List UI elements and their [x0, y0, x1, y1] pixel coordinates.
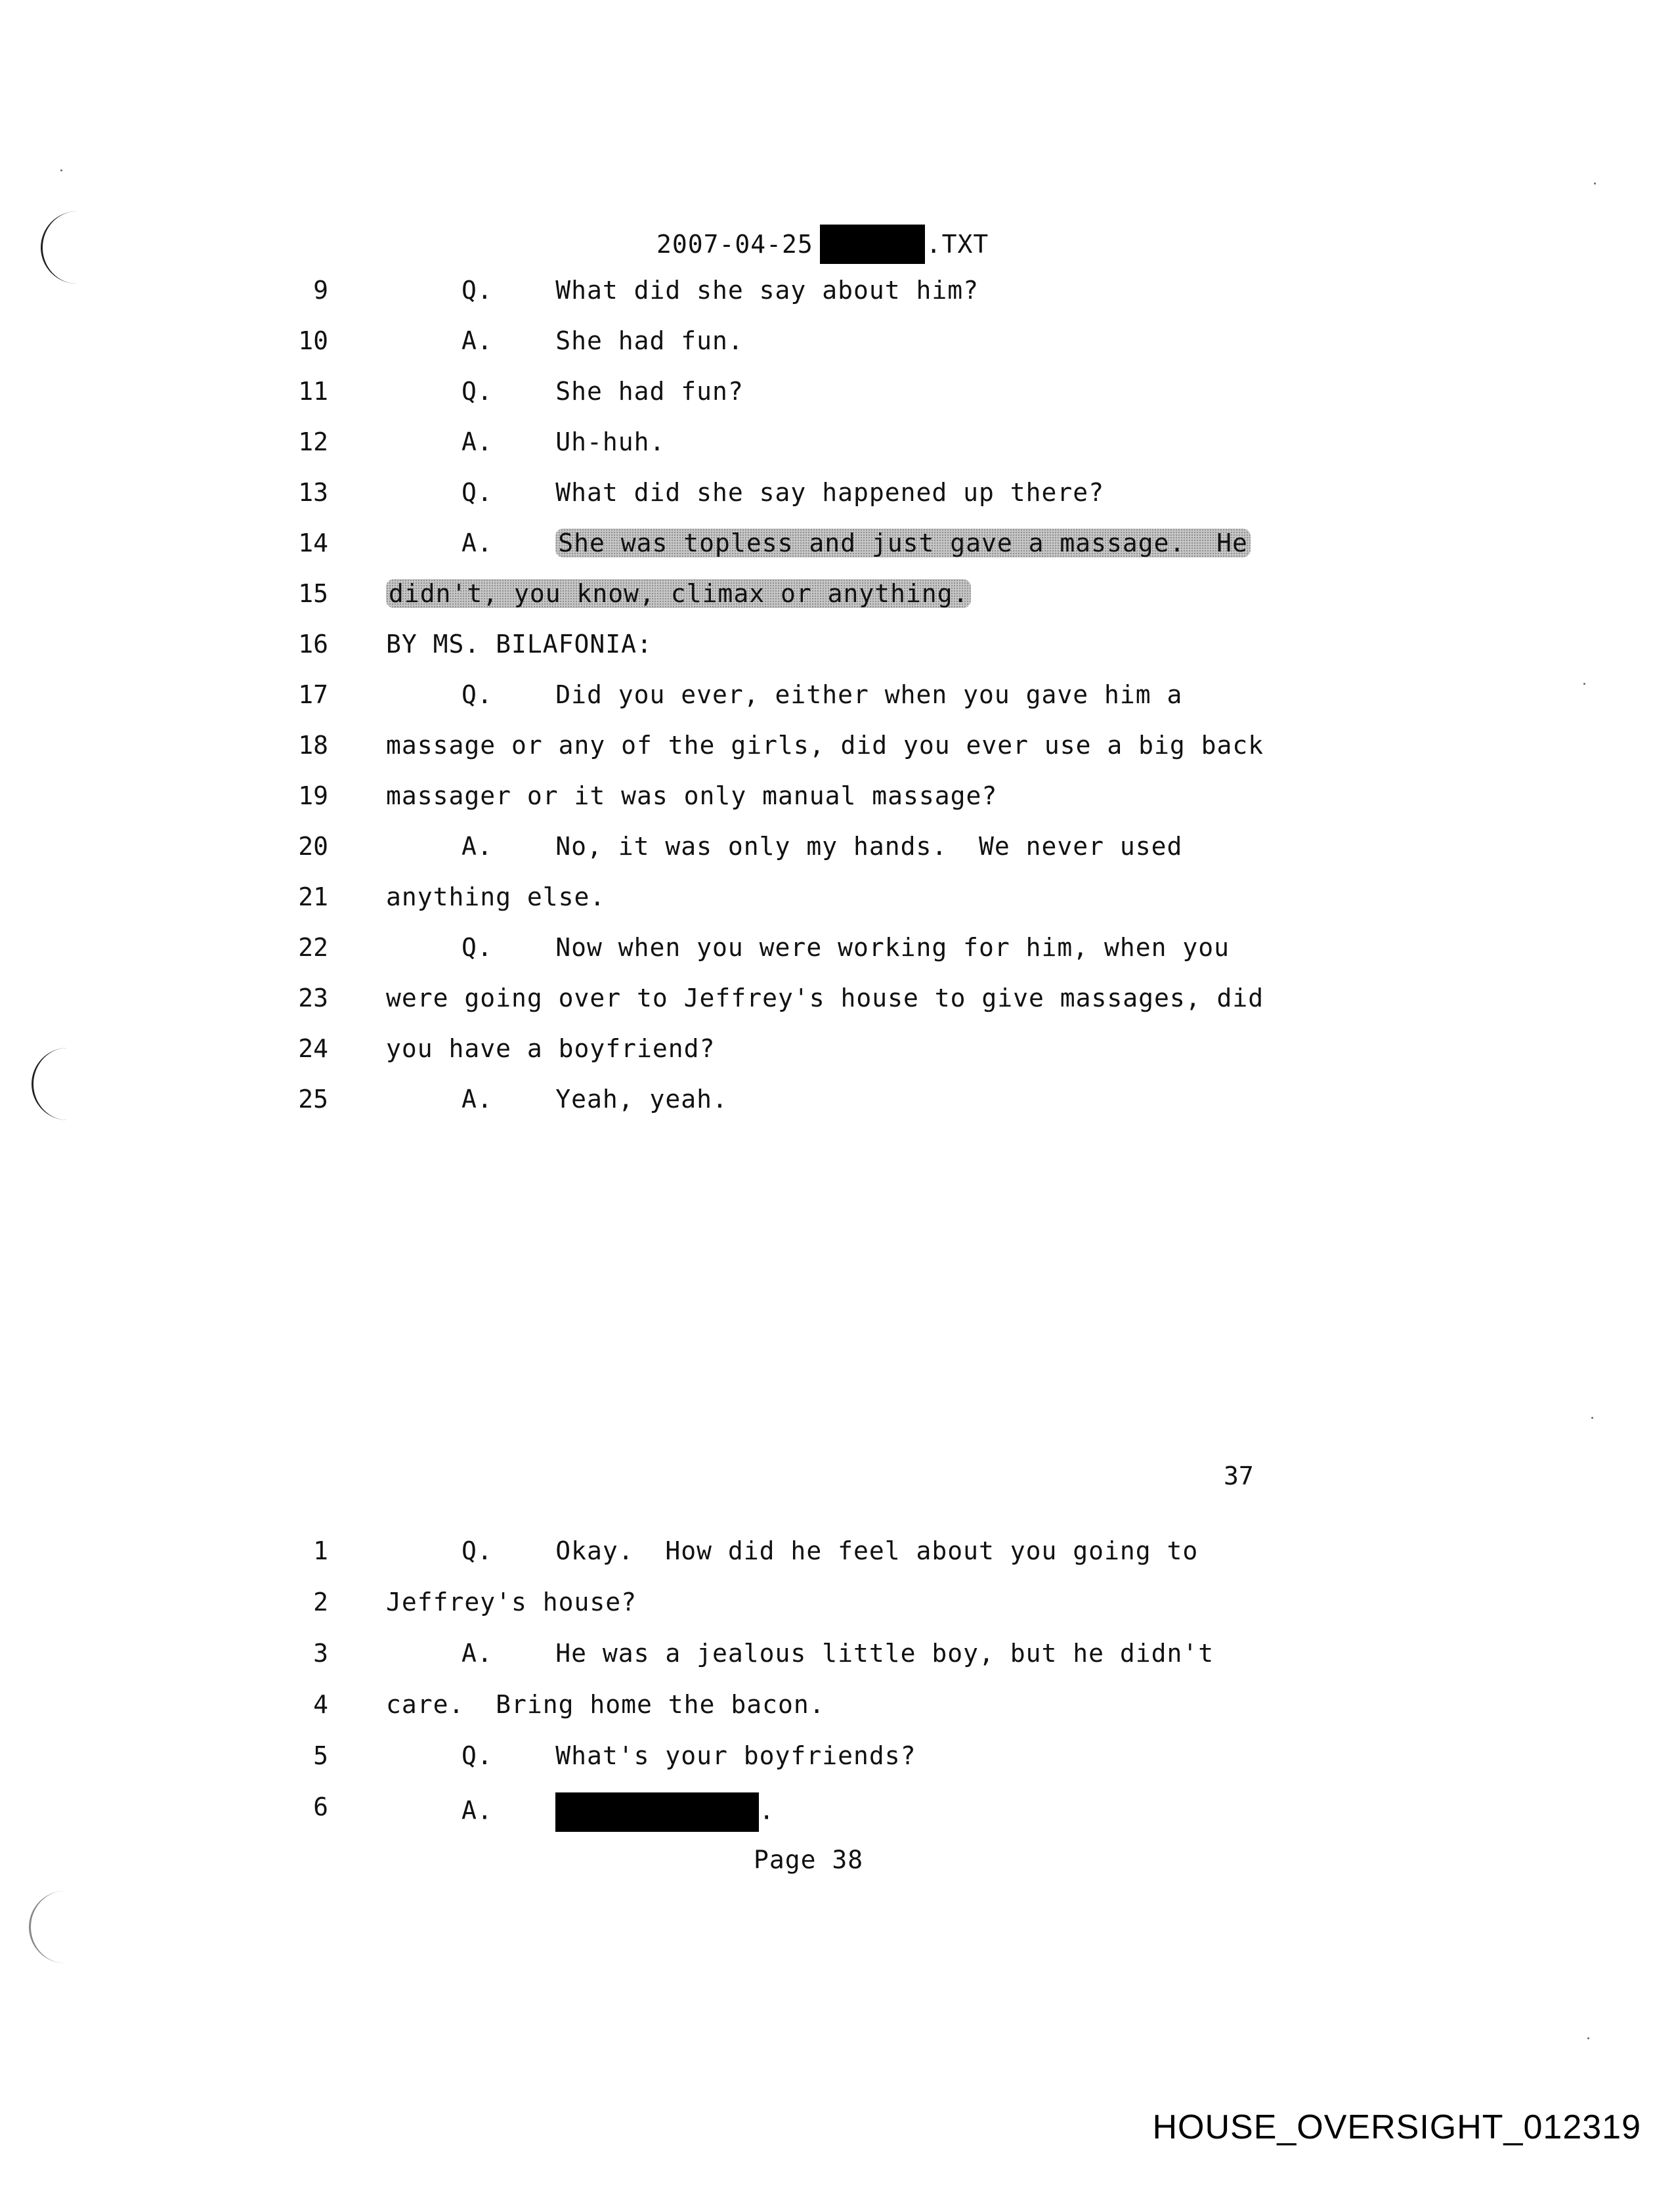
punch-hole-arc	[41, 211, 89, 284]
line-text-content: BY MS. BILAFONIA:	[386, 630, 653, 659]
line-number: 17	[298, 680, 328, 709]
line-text-content: A. He was a jealous little boy, but he didn't	[461, 1639, 1214, 1668]
line-text-content: massager or it was only manual massage?	[386, 781, 998, 810]
line-text	[386, 579, 971, 608]
line-text	[461, 1792, 775, 1832]
line-text	[461, 832, 1182, 861]
scan-speck	[1591, 1417, 1593, 1419]
line-text-content: Q. Now when you were working for him, when you	[461, 933, 1230, 962]
line-text-content: Jeffrey's house?	[386, 1588, 637, 1616]
line-number: 23	[298, 984, 328, 1012]
line-text-content: A. Uh-huh.	[461, 427, 666, 456]
line-text	[386, 984, 1264, 1012]
line-number: 16	[298, 630, 328, 659]
line-number: 3	[313, 1639, 328, 1668]
line-text	[461, 1639, 1214, 1668]
line-trailing-text: .	[759, 1796, 775, 1825]
redaction-block	[555, 1792, 759, 1832]
line-number: 13	[298, 478, 328, 507]
line-text	[386, 781, 997, 810]
line-text-content: A. She had fun.	[461, 326, 744, 355]
line-text-content: Q. Okay. How did he feel about you going to	[461, 1536, 1199, 1565]
line-text	[461, 529, 1251, 557]
page-number: 37	[1224, 1462, 1254, 1490]
highlighted-text: She was topless and just gave a massage. He	[555, 529, 1251, 557]
line-number: 10	[298, 326, 328, 355]
line-text	[461, 276, 979, 305]
bates-stamp: HOUSE_OVERSIGHT_012319	[1152, 2108, 1641, 2146]
line-number: 20	[298, 832, 328, 861]
line-number: 9	[313, 276, 328, 305]
line-number: 2	[313, 1588, 328, 1616]
file-header	[656, 225, 989, 264]
line-number: 11	[298, 377, 328, 406]
line-text-content: A. No, it was only my hands. We never used	[461, 832, 1183, 861]
scan-speck	[60, 169, 62, 171]
scan-speck	[1594, 183, 1596, 184]
line-text	[386, 882, 605, 911]
line-text-content: anything else.	[386, 882, 606, 911]
line-text-content: Q. What did she say about him?	[461, 276, 979, 305]
scan-speck	[1587, 2037, 1589, 2039]
line-number: 15	[298, 579, 328, 608]
line-text-content: Q. What's your boyfriends?	[461, 1741, 916, 1770]
highlighted-text: didn't, you know, climax or anything.	[386, 579, 971, 608]
line-speaker-prefix: A.	[461, 529, 556, 557]
punch-hole-arc	[32, 1048, 79, 1120]
redaction-block	[820, 225, 925, 264]
header-date: 2007-04-25	[656, 230, 813, 259]
scan-speck	[1583, 683, 1585, 685]
line-text	[386, 1690, 825, 1719]
header-extension: .TXT	[926, 230, 989, 259]
line-text-content: care. Bring home the bacon.	[386, 1690, 825, 1719]
line-number: 1	[313, 1536, 328, 1565]
page-footer	[754, 1844, 863, 1875]
line-text	[461, 478, 1104, 507]
line-text	[461, 1085, 728, 1114]
line-text-content: A.	[461, 1796, 556, 1825]
line-number: 24	[298, 1034, 328, 1063]
line-text	[386, 1588, 637, 1616]
page-footer-label: Page 38	[754, 1845, 864, 1875]
line-text-content: massage or any of the girls, did you ever use a big back	[386, 731, 1264, 760]
punch-hole-arc	[29, 1891, 77, 1963]
line-text-content: you have a boyfriend?	[386, 1034, 716, 1063]
line-number: 18	[298, 731, 328, 760]
line-text-content: Q. Did you ever, either when you gave him a	[461, 680, 1183, 709]
line-number: 21	[298, 882, 328, 911]
line-number: 12	[298, 427, 328, 456]
line-text	[386, 731, 1264, 760]
line-number: 25	[298, 1085, 328, 1114]
line-text	[386, 1034, 715, 1063]
line-text-content: Q. What did she say happened up there?	[461, 478, 1104, 507]
line-text-content: Q. She had fun?	[461, 377, 744, 406]
line-text	[461, 680, 1182, 709]
line-text	[461, 933, 1230, 962]
line-number: 5	[313, 1741, 328, 1770]
line-text	[461, 377, 744, 406]
line-text-content: were going over to Jeffrey's house to give massages, did	[386, 984, 1264, 1012]
line-number: 19	[298, 781, 328, 810]
line-text	[461, 1741, 916, 1770]
line-text	[461, 427, 665, 456]
line-number: 6	[313, 1792, 328, 1821]
line-text	[461, 326, 744, 355]
line-number: 14	[298, 529, 328, 557]
line-text-content: A. Yeah, yeah.	[461, 1085, 728, 1114]
line-text	[461, 1536, 1198, 1565]
line-number: 22	[298, 933, 328, 962]
line-number: 4	[313, 1690, 328, 1719]
line-text	[386, 630, 653, 659]
